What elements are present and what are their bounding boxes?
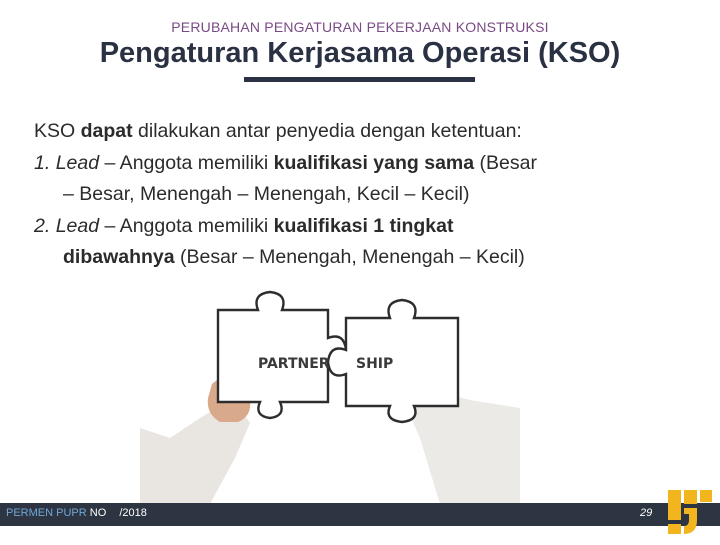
footer-no: NO xyxy=(89,507,107,519)
item-1 xyxy=(34,148,694,180)
item-2-continuation xyxy=(34,242,694,274)
item-1-continuation: – Besar, Menengah – Menengah, Kecil – Kecil) xyxy=(63,183,470,205)
footer-reference xyxy=(6,507,147,519)
item-2-mid: – Anggota memiliki xyxy=(104,214,269,237)
item-2-bold: kualifikasi 1 tingkat xyxy=(273,214,454,237)
page-number: 29 xyxy=(640,507,653,519)
item-2-tail: (Besar – Menengah, Menengah – Kecil) xyxy=(180,246,525,268)
footer-bar xyxy=(0,503,720,526)
item-1-lead: Lead xyxy=(55,151,100,174)
slide-supertitle: PERUBAHAN PENGATURAN PEKERJAAN KONSTRUKSI xyxy=(171,19,549,35)
slide-body xyxy=(34,116,694,274)
item-2 xyxy=(34,211,694,243)
footer-prefix: PERMEN PUPR xyxy=(6,507,87,519)
partnership-puzzle-image xyxy=(140,288,520,504)
kso-word: KSO xyxy=(34,120,76,142)
item-1-tail: (Besar xyxy=(479,151,537,174)
item-1-mid: – Anggota memiliki xyxy=(104,151,269,174)
footer-year: /2018 xyxy=(119,507,147,519)
puzzle-left-text: PARTNER xyxy=(258,356,330,372)
item-2-number: 2. xyxy=(34,214,51,237)
intro-line xyxy=(34,116,694,148)
puzzle-left-piece xyxy=(218,292,346,418)
slide-title: Pengaturan Kerjasama Operasi (KSO) xyxy=(99,37,621,69)
intro-rest: dilakukan antar penyedia dengan ketentuan: xyxy=(138,120,522,142)
title-underline xyxy=(244,77,475,82)
item-2-lead: Lead xyxy=(55,214,100,237)
item-2-bold-cont: dibawahnya xyxy=(63,246,175,268)
item-1-bold: kualifikasi yang sama xyxy=(273,151,475,174)
puzzle-right-text: SHIP xyxy=(356,356,394,372)
item-1-number: 1. xyxy=(34,151,51,174)
dapat-word: dapat xyxy=(80,120,133,142)
pupr-logo-icon xyxy=(662,486,716,540)
